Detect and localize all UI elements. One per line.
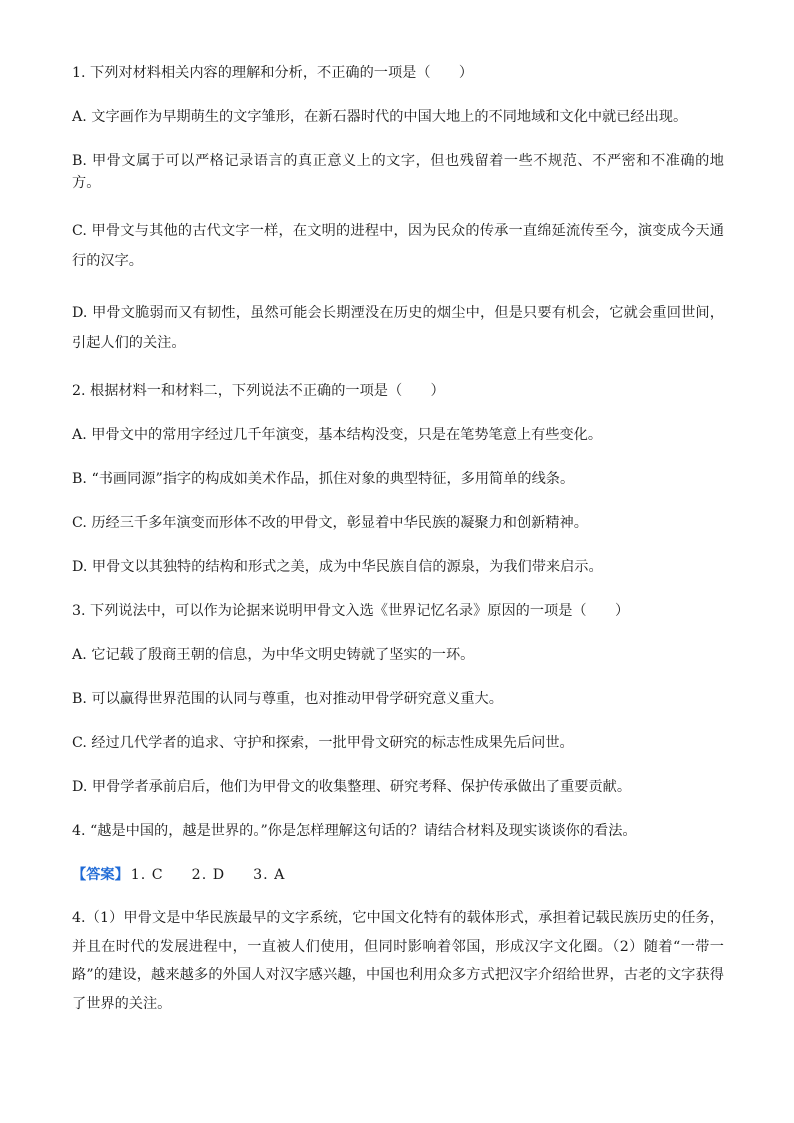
question-1-stem: 1. 下列对材料相关内容的理解和分析，不正确的一项是（ ） <box>72 65 474 81</box>
question-3-option-c: C. 经过几代学者的追求、守护和探索，一批甲骨文研究的标志性成果先后问世。 <box>72 735 574 751</box>
question-2-option-c: C. 历经三千多年演变而形体不改的甲骨文，彰显着中华民族的凝聚力和创新精神。 <box>72 515 588 531</box>
question-3-option-b: B. 可以赢得世界范围的认同与尊重，也对推动甲骨学研究意义重大。 <box>72 691 503 707</box>
question-2-option-d: D. 甲骨文以其独特的结构和形式之美，成为中华民族自信的源泉，为我们带来启示。 <box>72 559 603 575</box>
answer-item-2: 2. D <box>191 867 226 883</box>
answer-row <box>72 864 724 886</box>
question-1-option-a: A. 文字画作为早期萌生的文字雏形，在新石器时代的中国大地上的不同地域和文化中就已经出现。 <box>72 109 688 125</box>
question-3-stem: 3. 下列说法中，可以作为论据来说明甲骨文入选《世界记忆名录》原因的一项是（ ） <box>72 603 630 619</box>
answer-item-3: 3. A <box>253 867 286 883</box>
answer-tag: 【答案】 <box>72 867 129 883</box>
question-3-option-d: D. 甲骨学者承前启后，他们为甲骨文的收集整理、研究考释、保护传承做出了重要贡献。 <box>72 779 632 795</box>
question-1-option-d: D. 甲骨文脆弱而又有韧性，虽然可能会长期湮没在历史的烟尘中，但是只要有机会，它就会重回世间，引起人们的关注。 <box>72 305 724 351</box>
question-2-option-b: B. “书画同源”指字的构成如美术作品，抓住对象的典型特征，多用简单的线条。 <box>72 471 575 487</box>
answer-explanation: 4.（1）甲骨文是中华民族最早的文字系统，它中国文化特有的载体形式，承担着记载民族历史的任务，并且在时代的发展进程中，一直被人们使用，但同时影响着邻国，形成汉字文化圈。（2）随着“一带一路”的建设，越来越多的外国人对汉字感兴趣，中国也利用众多方式把汉字介绍给世界，古老的文字获得了世界的关注。 <box>72 910 724 1012</box>
question-1-option-c: C. 甲骨文与其他的古代文字一样，在文明的进程中，因为民众的传承一直绵延流传至今，演变成今天通行的汉字。 <box>72 223 724 269</box>
question-2-option-a: A. 甲骨文中的常用字经过几千年演变，基本结构没变，只是在笔势笔意上有些变化。 <box>72 427 603 443</box>
question-3-option-a: A. 它记载了殷商王朝的信息，为中华文明史铸就了坚实的一环。 <box>72 647 475 663</box>
document-page <box>72 62 724 1018</box>
answer-item-1: 1. C <box>130 867 164 883</box>
question-4-stem: 4. “越是中国的，越是世界的。”你是怎样理解这句话的？请结合材料及现实谈谈你的看法。 <box>72 823 637 839</box>
question-1-option-b: B. 甲骨文属于可以严格记录语言的真正意义上的文字，但也残留着一些不规范、不严密和不准确的地方。 <box>72 153 724 191</box>
question-2-stem: 2. 根据材料一和材料二，下列说法不正确的一项是（ ） <box>72 383 445 399</box>
